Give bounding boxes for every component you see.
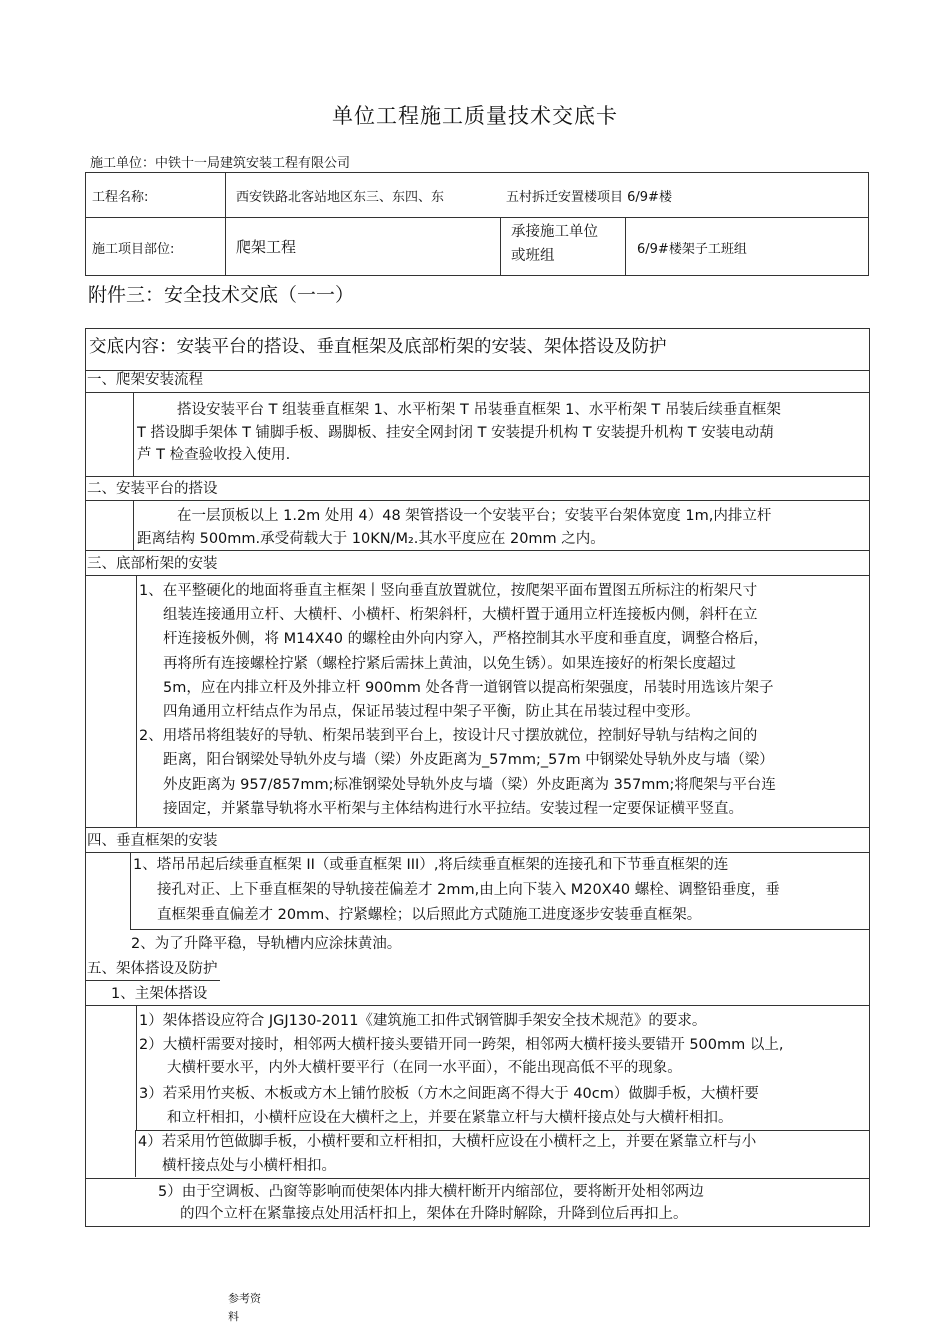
text-line: 2、用塔吊将组装好的导轨、桁架吊装到平台上，按设计尺寸摆放就位，控制好导轨与结构之间的 [139, 728, 758, 745]
text-line: 接孔对正、上下垂直框架的导轨接茬偏差才 2mm,由上向下装入 M20X40 螺栓、调整铅垂度，垂 [157, 882, 780, 898]
text-line: 杆连接板外侧，将 M14X40 的螺栓由外向内穿入，严格控制其水平度和垂直度，调整合格后， [163, 631, 769, 648]
info-table-col2 [500, 217, 501, 275]
divider [85, 550, 869, 551]
section-4-item-2: 2、为了升降平稳，导轨槽内应涂抹黄油。 [131, 936, 402, 952]
project-name-label: 工程名称: [92, 190, 149, 205]
footer-note: 参考资料 [228, 1292, 261, 1323]
s5-item-4b: 横杆接点处与小横杆相扣。 [162, 1158, 336, 1174]
contractor-label-2: 或班组 [511, 248, 555, 264]
section-4-title: 四、垂直框架的安装 [87, 833, 218, 849]
text-line: 直框架垂直偏差才 20mm、拧紧螺栓；以后照此方式随施工进度逐步安装垂直框架。 [157, 907, 702, 923]
dept-label: 施工项目部位: [92, 242, 175, 257]
text-line: 距离结构 500mm.承受荷载大于 10KN/M₂.其水平度应在 20mm 之内。 [137, 530, 605, 547]
divider [85, 980, 220, 981]
info-table [85, 172, 869, 276]
section-2-body [137, 505, 869, 550]
s5-item-1: 1）架体搭设应符合 JGJ130-2011《建筑施工扣件式钢管脚手架安全技术规范》的要求。 [139, 1013, 707, 1029]
indent-line [130, 852, 131, 929]
project-name-value-1: 西安铁路北客站地区东三、东四、东 [236, 190, 445, 205]
text-line: 芦 T 检查验收投入使用. [137, 447, 291, 463]
section-3-title: 三、底部桁架的安装 [87, 556, 218, 572]
contractor-label-1: 承接施工单位 [511, 224, 598, 240]
s5-item-5a: 5）由于空调板、凸窗等影响而使架体内排大横杆断开内缩部位，要将断开处相邻两边 [158, 1184, 704, 1200]
contractor-value: 6/9#楼架子工班组 [637, 242, 747, 257]
text-line: 距离，阳台钢梁处导轨外皮与墙（梁）外皮距离为_57mm;_57m 中钢梁处导轨外皮与墙（梁） [163, 752, 774, 769]
section-2-title: 二、安装平台的搭设 [87, 481, 218, 497]
s5-item-3b: 和立杆相扣，小横杆应设在大横杆之上，并要在紧靠立杆与大横杆接点处与大横杆相扣。 [167, 1110, 733, 1126]
text-line: T 搭设脚手架体 T 铺脚手板、踢脚板、挂安全网封闭 T 安装提升机构 T 安装提升机构 T 安装电动葫 [137, 424, 774, 441]
text-line: 外皮距离为 957/857mm;标准钢梁处导轨外皮与墙（梁）外皮距离为 357mm;将爬架与平台连 [163, 776, 776, 793]
info-table-col3 [625, 217, 626, 275]
section-1-title: 一、爬架安装流程 [87, 372, 203, 388]
divider [85, 827, 869, 828]
section-5-title: 五、架体搭设及防护 [87, 961, 218, 977]
content-title: 交底内容：安装平台的搭设、垂直框架及底部桁架的安装、架体搭设及防护 [89, 337, 667, 357]
s5-item-2b: 大横杆要水平，内外大横杆要平行（在同一水平面），不能出现高低不平的现象。 [167, 1060, 682, 1076]
divider [85, 1005, 869, 1006]
construction-unit: 施工单位：中铁十一局建筑安装工程有限公司 [90, 156, 351, 171]
info-table-col1 [225, 172, 226, 275]
indent-line [135, 1130, 136, 1177]
indent-line [133, 392, 134, 476]
text-line: 5m，应在内排立杆及外排立杆 900mm 处各背一道钢管以提高桁架强度，吊装时用选该片架子 [163, 679, 774, 696]
text-line: 接固定，并紧靠导轨将水平桁架与主体结构进行水平拉结。安装过程一定要保证横平竖直。 [163, 800, 743, 817]
s5-item-3a: 3）若采用竹夹板、木板或方木上铺竹胶板（方木之间距离不得大于 40cm）做脚手板，大横杆要 [139, 1086, 759, 1102]
text-line: 在一层顶板以上 1.2m 处用 4）48 架管搭设一个安装平台；安装平台架体宽度 1m,内排立杆 [177, 508, 772, 524]
section-1-body [137, 399, 869, 467]
indent-line [136, 1005, 137, 1130]
project-name-value-2: 五村拆迁安置楼项目 6/9#楼 [506, 190, 672, 205]
s5-item-4a: 4）若采用竹笆做脚手板，小横杆要和立杆相扣，大横杆应设在小横杆之上，并要在紧靠立杆与小 [138, 1134, 757, 1150]
text-line: 1、在平整硬化的地面将垂直主框架丨竖向垂直放置就位，按爬架平面布置图五所标注的桁架尺寸 [139, 583, 758, 599]
divider [85, 392, 869, 393]
divider [85, 476, 869, 477]
section-4-body [133, 853, 869, 928]
text-line: 搭设安装平台 T 组装垂直框架 1、水平桁架 T 吊装垂直框架 1、水平桁架 T 吊装后续垂直框架 [177, 402, 781, 418]
info-table-divider [85, 217, 868, 218]
s5-item-2a: 2）大横杆需要对接时，相邻两大横杆接头要错开同一跨架，相邻两大横杆接头要错开 500mm 以上, [139, 1037, 784, 1053]
indent-line [136, 575, 137, 827]
section-5-sub: 1、主架体搭设 [111, 986, 208, 1002]
indent-line [133, 500, 134, 550]
divider [85, 575, 869, 576]
divider [130, 929, 869, 930]
divider [85, 1178, 869, 1179]
divider [85, 500, 869, 501]
dept-value: 爬架工程 [236, 238, 297, 256]
text-line: 1、塔吊吊起后续垂直框架 II（或垂直框架 III）,将后续垂直框架的连接孔和下节垂直框架的连 [133, 857, 729, 873]
text-line: 再将所有连接螺栓拧紧（螺栓拧紧后需抹上黄油，以免生锈）。如果连接好的桁架长度超过 [163, 655, 736, 672]
appendix-title: 附件三：安全技术交底（一一） [88, 284, 355, 306]
text-line: 四角通用立杆结点作为吊点，保证吊装过程中架子平衡，防止其在吊装过程中变形。 [163, 704, 700, 721]
document-title: 单位工程施工质量技术交底卡 [332, 104, 618, 128]
s5-item-5b: 的四个立杆在紧靠接点处用活杆扣上，架体在升降时解除，升降到位后再扣上。 [180, 1206, 688, 1222]
section-3-body [139, 579, 869, 821]
text-line: 组装连接通用立杆、大横杆、小横杆、桁架斜杆，大横杆置于通用立杆连接板内侧，斜杆在立 [163, 607, 758, 624]
